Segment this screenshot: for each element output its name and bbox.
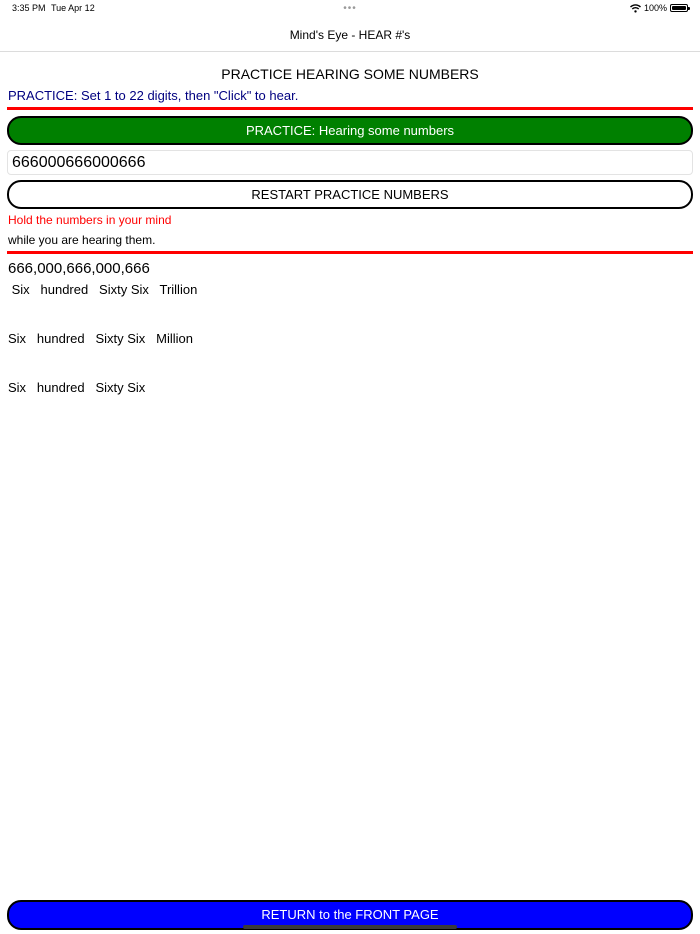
spoken-line-units: Six hundred Sixty Six bbox=[8, 380, 146, 395]
practice-instruction: PRACTICE: Set 1 to 22 digits, then "Click" to hear. bbox=[8, 88, 299, 103]
battery-percent: 100% bbox=[643, 3, 667, 13]
status-time: 3:35 PM bbox=[12, 3, 46, 13]
number-input-field[interactable]: 666000666000666 bbox=[7, 150, 693, 175]
home-indicator[interactable] bbox=[243, 925, 457, 929]
restart-practice-button[interactable]: RESTART PRACTICE NUMBERS bbox=[7, 180, 693, 209]
formatted-number: 666,000,666,000,666 bbox=[8, 260, 150, 277]
status-date: Tue Apr 12 bbox=[51, 3, 95, 13]
battery-icon bbox=[670, 4, 688, 12]
while-hearing-text: while you are hearing them. bbox=[8, 233, 156, 247]
page-title: PRACTICE HEARING SOME NUMBERS bbox=[221, 66, 479, 82]
return-front-page-button[interactable]: RETURN to the FRONT PAGE bbox=[7, 900, 693, 930]
navigation-bar bbox=[0, 20, 700, 52]
wifi-icon bbox=[630, 4, 641, 13]
multitasking-dots-icon[interactable]: ••• bbox=[343, 3, 357, 14]
status-indicators bbox=[630, 3, 688, 13]
nav-title: Mind's Eye - HEAR #'s bbox=[289, 28, 411, 42]
spoken-line-trillion: Six hundred Sixty Six Trillion bbox=[8, 282, 198, 297]
divider bbox=[7, 107, 693, 110]
practice-hearing-button[interactable]: PRACTICE: Hearing some numbers bbox=[7, 116, 693, 145]
spoken-line-million: Six hundred Sixty Six Million bbox=[8, 331, 193, 346]
status-bar bbox=[0, 0, 700, 20]
hold-numbers-text: Hold the numbers in your mind bbox=[8, 213, 172, 227]
divider bbox=[7, 251, 693, 254]
